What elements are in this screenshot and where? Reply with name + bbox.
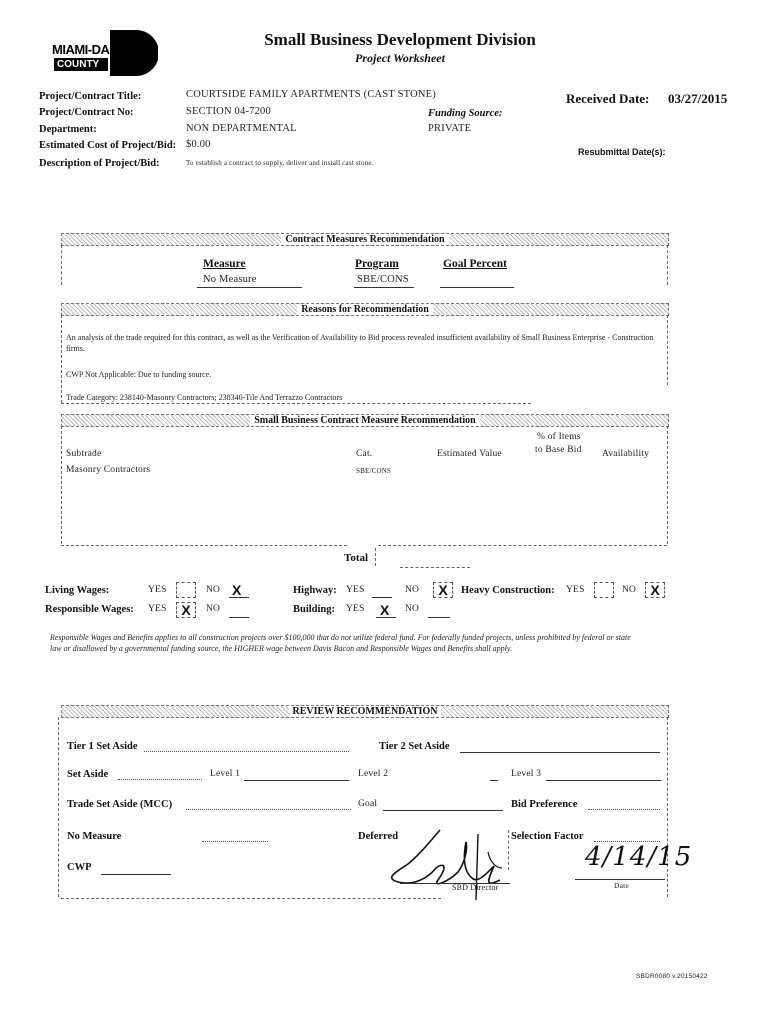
sbc-col-pct-2: to Base Bid (535, 445, 582, 455)
sbc-col-cat: Cat. (356, 449, 373, 459)
selection-factor-field[interactable] (594, 833, 660, 842)
heavy-no-checkbox[interactable]: X (645, 582, 665, 598)
living-wages-no-mark[interactable]: X (232, 582, 242, 598)
set-aside-label: Set Aside (67, 769, 109, 780)
contract-measures-banner (61, 233, 669, 246)
living-wages-yes-checkbox[interactable] (176, 582, 196, 598)
bid-preference-label: Bid Preference (511, 799, 578, 810)
logo-text-top: MIAMI-DADE (52, 42, 127, 57)
wages-note: Responsible Wages and Benefits applies to all construction projects over $100,000 that do not utilize federal fund. For federally funded projects, unless prohibited by federal or state law or disallowed by a governmental funding source, the HIGHER wage between Davis Bacon and Responsible Wages and Benefits shall apply. (50, 633, 631, 653)
living-wages-yes-label: YES (148, 585, 167, 595)
division-title: Small Business Development Division (264, 30, 536, 49)
funding-source-label: Funding Source: (428, 108, 503, 119)
sbc-row-subtrade: Masonry Contractors (66, 465, 151, 475)
tier2-field[interactable] (460, 752, 660, 753)
trade-set-aside-field[interactable] (186, 801, 351, 810)
responsible-wages-label: Responsible Wages: (45, 604, 134, 615)
goal-label: Goal (358, 799, 378, 809)
measure-header: Measure (203, 258, 246, 270)
funding-source-value: PRIVATE (428, 123, 472, 134)
selection-factor-label: Selection Factor (511, 831, 584, 842)
reasons-title: Reasons for Recommendation (297, 304, 433, 315)
reasons-cwp: CWP Not Applicable: Due to funding source. (66, 370, 212, 379)
tier2-label: Tier 2 Set Aside (379, 741, 450, 752)
level3-label: Level 3 (511, 769, 542, 779)
form-id: SBDR0080 v.20150422 (636, 973, 708, 980)
set-aside-field[interactable] (118, 771, 202, 780)
program-value: SBE/CONS (357, 274, 409, 285)
logo-text-bottom: COUNTY (57, 59, 100, 70)
heavy-yes-label: YES (566, 585, 585, 595)
received-date-value: 03/27/2015 (668, 91, 728, 106)
county-logo (48, 28, 158, 78)
building-label: Building: (293, 604, 336, 615)
review-banner (61, 705, 669, 718)
building-no-label: NO (405, 604, 420, 614)
heavy-yes-checkbox[interactable] (594, 582, 614, 598)
cwp-field[interactable] (101, 874, 171, 875)
review-title: REVIEW RECOMMENDATION (289, 706, 442, 717)
deferred-label: Deferred (358, 831, 399, 842)
sbc-col-subtrade: Subtrade (66, 449, 102, 459)
living-wages-no-label: NO (206, 585, 221, 595)
living-wages-label: Living Wages: (45, 585, 110, 596)
no-measure-field[interactable] (202, 833, 268, 842)
highway-label: Highway: (293, 585, 337, 596)
responsible-wages-yes-checkbox[interactable]: X (176, 602, 196, 618)
highway-no-label: NO (405, 585, 420, 595)
sbc-total-label: Total (344, 552, 369, 564)
received-date-label: Received Date: (566, 91, 650, 106)
date-label: Date (614, 881, 629, 890)
building-yes-label: YES (346, 604, 365, 614)
description-label: Description of Project/Bid: (39, 158, 160, 169)
contract-measures-title: Contract Measures Recommendation (281, 234, 448, 245)
project-number-label: Project/Contract No: (39, 107, 134, 118)
measure-value: No Measure (203, 274, 257, 285)
estimated-cost-value: $0.00 (186, 139, 211, 150)
goal-percent-header: Goal Percent (443, 258, 507, 270)
cwp-label: CWP (67, 862, 92, 873)
director-label: SBD Director (452, 883, 499, 892)
reasons-trade-category: Trade Category: 238140-Masonry Contractors; 238340-Tile And Terrazzo Contractors (66, 393, 343, 402)
sbc-col-pct-1: % of Items (537, 432, 581, 442)
project-title-value: COURTSIDE FAMILY APARTMENTS (CAST STONE) (186, 89, 436, 100)
no-measure-label: No Measure (67, 831, 122, 842)
reasons-analysis: An analysis of the trade required for this contract, as well as the Verification of Availability to Bid process revealed insufficient availability of Small Business Enterprise - Construction firms. (66, 333, 654, 353)
sbc-col-estimated: Estimated Value (437, 449, 502, 459)
description-value: To establish a contract to supply, deliver and install cast stone. (186, 159, 374, 167)
project-title-label: Project/Contract Title: (39, 91, 142, 102)
program-header: Program (355, 258, 399, 270)
level1-label: Level 1 (210, 769, 241, 779)
resubmittal-date-label: Resubmittal Date(s): (578, 147, 666, 157)
sbc-col-availability: Availability (602, 449, 650, 459)
reasons-banner (61, 303, 669, 316)
sbc-banner (61, 414, 669, 427)
level3-field[interactable] (546, 780, 661, 781)
level2-label: Level 2 (358, 769, 389, 779)
building-yes-mark[interactable]: X (380, 602, 390, 618)
tier1-label: Tier 1 Set Aside (67, 741, 138, 752)
tier1-field[interactable] (144, 743, 349, 752)
highway-yes-label: YES (346, 585, 365, 595)
heavy-construction-label: Heavy Construction: (461, 585, 555, 596)
trade-set-aside-label: Trade Set Aside (MCC) (67, 799, 173, 810)
estimated-cost-label: Estimated Cost of Project/Bid: (39, 140, 177, 151)
heavy-no-label: NO (622, 585, 637, 595)
department-value: NON DEPARTMENTAL (186, 123, 297, 134)
sbc-row-cat: SBE/CONS (356, 467, 392, 475)
department-label: Department: (39, 124, 97, 135)
worksheet-subtitle: Project Worksheet (355, 51, 445, 65)
responsible-wages-no-label: NO (206, 604, 221, 614)
goal-field[interactable] (383, 810, 503, 811)
sbc-title: Small Business Contract Measure Recommendation (250, 415, 479, 426)
signed-date: 4/14/15 (585, 842, 693, 872)
level1-field[interactable] (244, 780, 349, 781)
responsible-wages-yes-label: YES (148, 604, 167, 614)
project-number-value: SECTION 04-7200 (186, 106, 271, 117)
bid-preference-field[interactable] (588, 801, 660, 810)
highway-no-checkbox[interactable]: X (433, 582, 453, 598)
